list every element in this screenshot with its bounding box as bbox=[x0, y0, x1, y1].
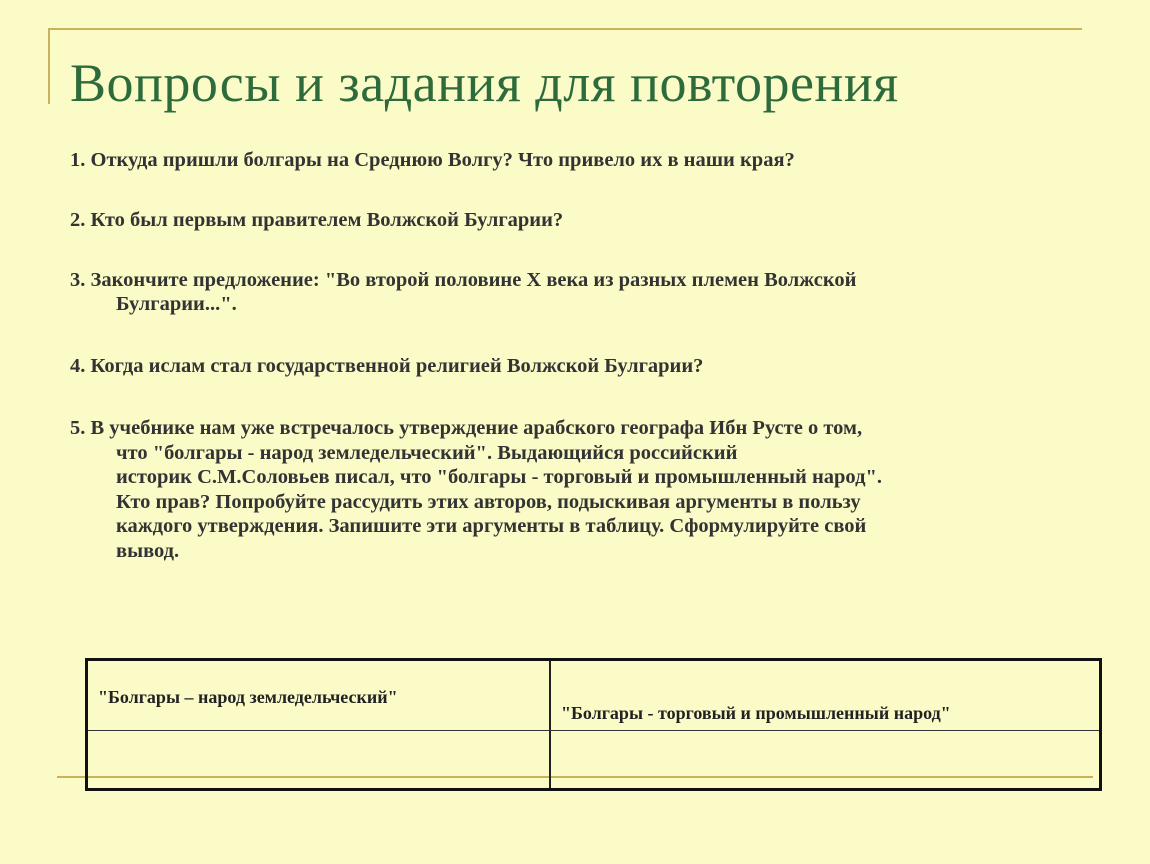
question-3: 3. Закончите предложение: "Во второй половине X века из разных племен Волжской Булгарии...". bbox=[70, 269, 857, 315]
slide-title: Вопросы и задания для повторения bbox=[70, 53, 899, 113]
arguments-table bbox=[85, 658, 1102, 791]
question-4: 4. Когда ислам стал государственной религией Волжской Булгарии? bbox=[70, 355, 704, 377]
table-header-trade: "Болгары - торговый и промышленный народ" bbox=[561, 703, 951, 723]
table-row-divider bbox=[88, 730, 1099, 731]
question-5: 5. В учебнике нам уже встречалось утверждение арабского географа Ибн Русте о том, что "болгары - народ земледельческий". Выдающийся российский историк С.М.Соловьев писал, что "болгары - торговый и промышленный народ". Кто прав? Попробуйте рассудить этих авторов, подыскивая аргументы в пользу каждого утверждения. Запишите эти аргументы в таблицу. Сформулируйте свой вывод. bbox=[70, 417, 882, 562]
decorative-top-line bbox=[48, 28, 1082, 30]
question-2: 2. Кто был первым правителем Волжской Булгарии? bbox=[70, 209, 564, 231]
question-1: 1. Откуда пришли болгары на Среднюю Волгу? Что привело их в наши края? bbox=[70, 149, 795, 171]
decorative-left-line bbox=[48, 28, 50, 104]
table-header-agricultural: "Болгары – народ земледельческий" bbox=[98, 687, 398, 707]
table-column-divider bbox=[549, 661, 551, 788]
